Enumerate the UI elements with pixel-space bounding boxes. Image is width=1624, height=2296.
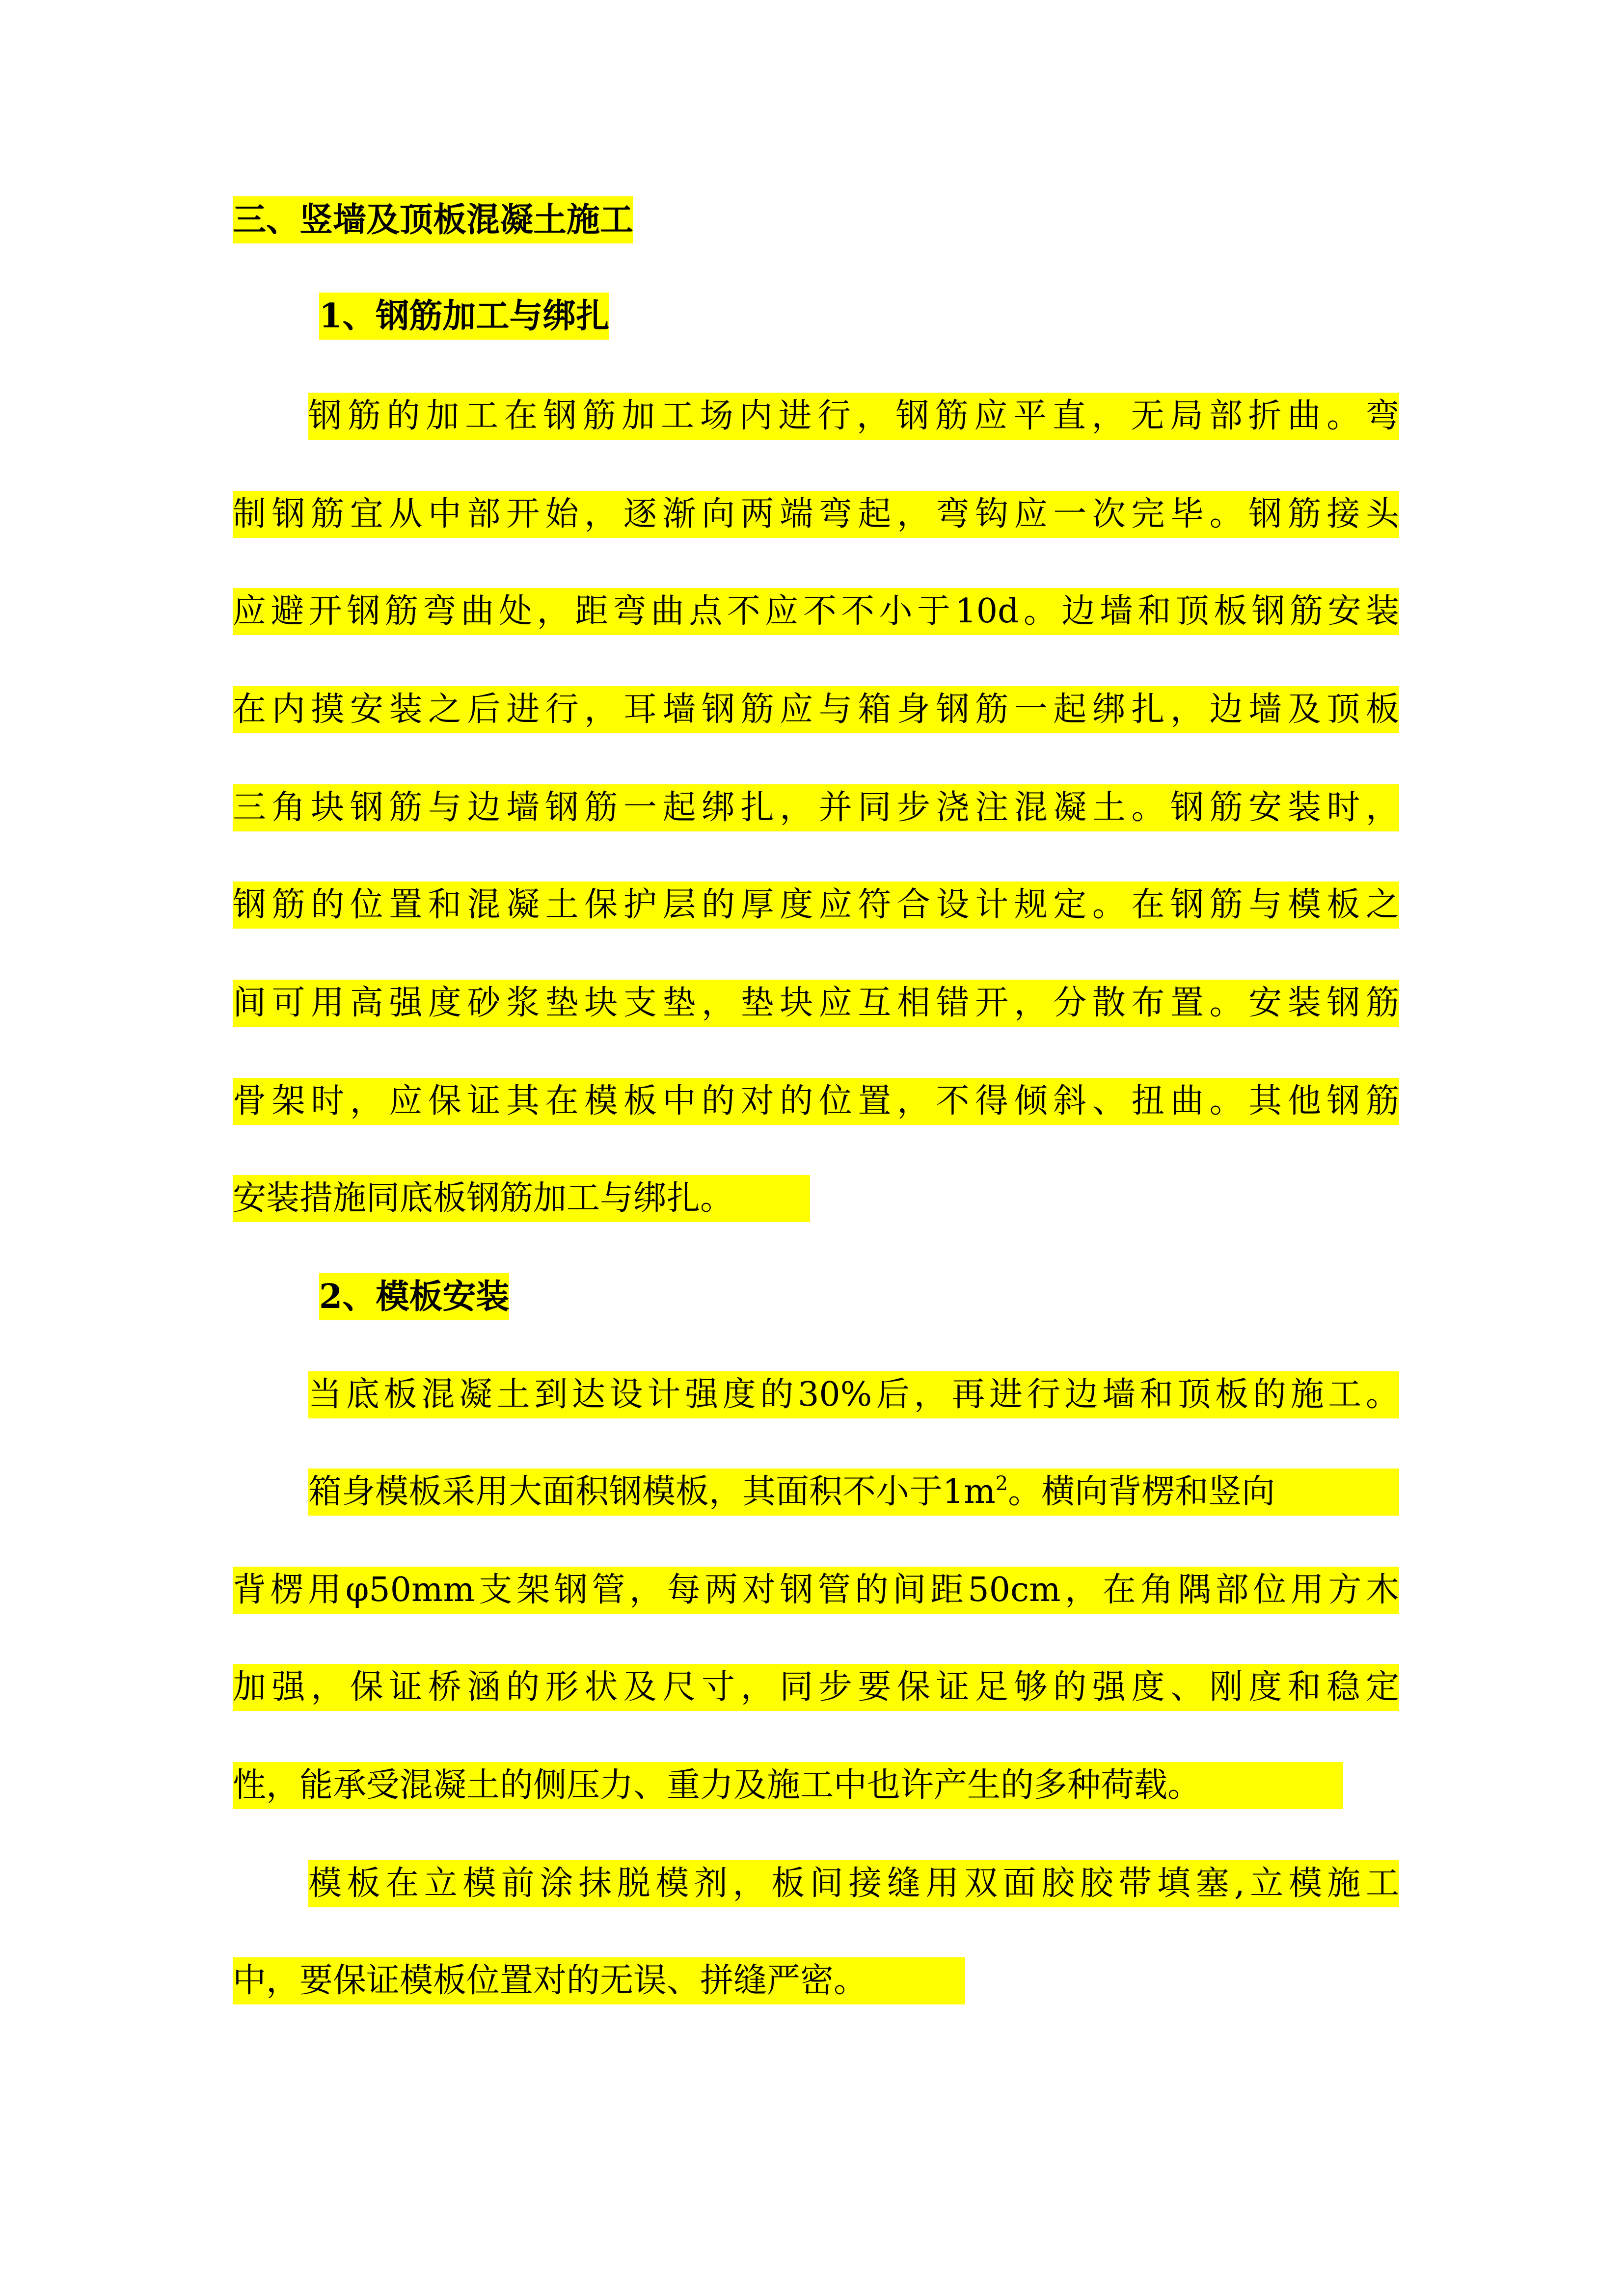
paragraph-line: 加强，保证桥涵的形状及尺寸，同步要保证足够的强度、刚度和稳定	[233, 1664, 1399, 1711]
paragraph-line: 钢筋的位置和混凝土保护层的厚度应符合设计规定。在钢筋与模板之	[233, 881, 1399, 929]
paragraph-line: 当底板混凝土到达设计强度的30%后，再进行边墙和顶板的施工。	[308, 1371, 1399, 1418]
paragraph-line: 安装措施同底板钢筋加工与绑扎。	[233, 1175, 810, 1222]
paragraph-text: 。横向背楞和竖向	[1008, 1472, 1275, 1511]
paragraph-line: 中，要保证模板位置对的无误、拼缝严密。	[233, 1957, 965, 2004]
subsection-1-title: 1、钢筋加工与绑扎	[319, 293, 609, 340]
section-title: 三、竖墙及顶板混凝土施工	[233, 196, 633, 243]
paragraph-line: 性，能承受混凝土的侧压力、重力及施工中也许产生的多种荷载。	[233, 1762, 1343, 1809]
paragraph-line: 在内摸安装之后进行，耳墙钢筋应与箱身钢筋一起绑扎，边墙及顶板	[233, 686, 1399, 733]
paragraph-line-with-superscript	[308, 1468, 1399, 1516]
subsection-2-title: 2、模板安装	[319, 1273, 509, 1320]
paragraph-line: 背楞用φ50mm支架钢管，每两对钢管的间距50cm，在角隅部位用方木	[233, 1567, 1399, 1614]
paragraph-line: 骨架时，应保证其在模板中的对的位置，不得倾斜、扭曲。其他钢筋	[233, 1078, 1399, 1125]
paragraph-line: 钢筋的加工在钢筋加工场内进行，钢筋应平直，无局部折曲。弯	[308, 393, 1399, 440]
paragraph-line: 制钢筋宜从中部开始，逐渐向两端弯起，弯钩应一次完毕。钢筋接头	[233, 491, 1399, 538]
paragraph-line: 三角块钢筋与边墙钢筋一起绑扎，并同步浇注混凝土。钢筋安装时，	[233, 784, 1399, 831]
paragraph-line: 间可用高强度砂浆垫块支垫，垫块应互相错开，分散布置。安装钢筋	[233, 980, 1399, 1027]
superscript: 2	[995, 1472, 1008, 1495]
paragraph-line: 应避开钢筋弯曲处，距弯曲点不应不不小于10d。边墙和顶板钢筋安装	[233, 588, 1399, 635]
paragraph-text: 箱身模板采用大面积钢模板，其面积不小于1m	[308, 1472, 996, 1511]
paragraph-line: 模板在立模前涂抹脱模剂，板间接缝用双面胶胶带填塞,立模施工	[308, 1860, 1399, 1907]
